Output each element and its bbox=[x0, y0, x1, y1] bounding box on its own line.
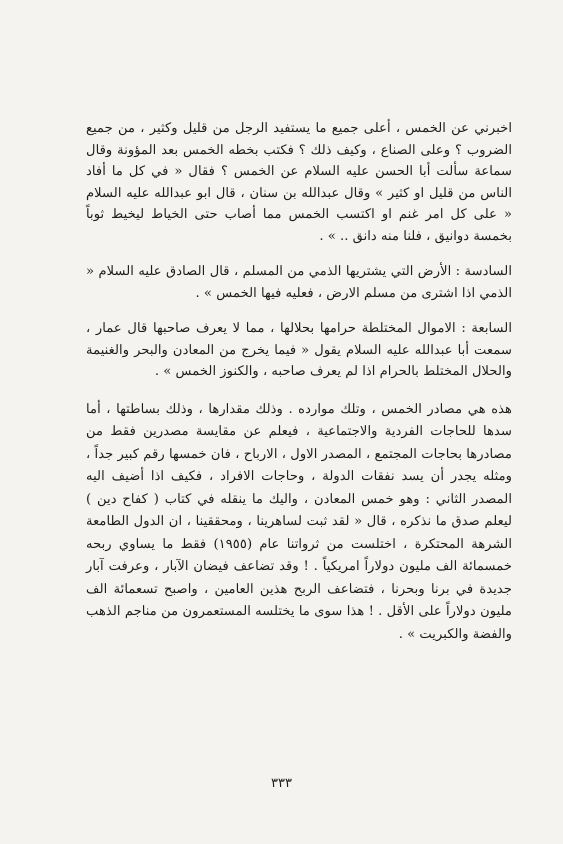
paragraph-summary: هذه هي مصادر الخمس ، وتلك موارده . وذلك مقدارها ، وذلك بساطتها ، أما سدها للحاجات الفردية والاجتماعية ، فيعلم عن مقايسة مصدرين فقط من مصادرها بحاجات المجتمع ، المصدر الاول ، الارباح ، فان خمسها رقم كبير جداً ، ومثله يجدر أن يسد نفقات الدولة ، وحاجات الافراد ، فكيف اذا أضيف اليه المصدر الثاني : وهو خمس المعادن ، واليك ما ينقله في كتاب ( كفاح دين ) ليعلم صدق ما نذكره ، قال « لقد ثبت لساهرينا ، ومحققينا ، ان الدول الطامعة الشرهة المحتكرة ، اختلست من ثرواتنا عام (١٩٥٥) فقط ما يساوي ربحه خمسمائة الف مليون دولاراً امريكياً . ! وقد تضاعف فيضان الآبار ، وعرفت آبار جديدة في برنا وبحرنا ، فتضاعف الربح هذين العامين ، واصبح تسعمائة الف مليون دولاراً على الأقل . ! هذا سوى ما يختلسه المستعمرون من مناجم الذهب والفضة والكبريت » . bbox=[86, 401, 512, 642]
paragraph-sixth-source: السادسة : الأرض التي يشتريها الذمي من المسلم ، قال الصادق عليه السلام « الذمي اذا اشترى من مسلم الارض ، فعليه فيها الخمس » . bbox=[86, 264, 512, 301]
paragraph-seventh-source: السابعة : الاموال المختلطة حرامها بحلالها ، مما لا يعرف صاحبها قال عمار ، سمعت أبا عبدالله عليه السلام يقول « فيما يخرج من المعادن والبحر والغنيمة والحلال المختلط بالحرام اذا لم يعرف صاحبه ، والكنوز الخمس » . bbox=[86, 321, 512, 379]
page-body bbox=[86, 118, 512, 646]
page-number: ٣٣٣ bbox=[271, 776, 292, 791]
paragraph-khums-hadith: اخبرني عن الخمس ، أعلى جميع ما يستفيد الرجل من قليل وكثير ، من جميع الضروب ؟ وعلى الصناع ، وكيف ذلك ؟ فكتب بخطه الخمس بعد المؤونة وقال سماعة سألت أبا الحسن عليه السلام عن الخمس ؟ فقال « في كل ما أفاد الناس من قليل او كثير » وقال عبدالله بن سنان ، قال ابو عبدالله عليه السلام « على كل امر غنم او اكتسب الخمس مما أصاب حتى الخياط ليخيط ثوباً بخمسة دوانيق ، فلنا منه دانق .. » . bbox=[86, 121, 512, 244]
